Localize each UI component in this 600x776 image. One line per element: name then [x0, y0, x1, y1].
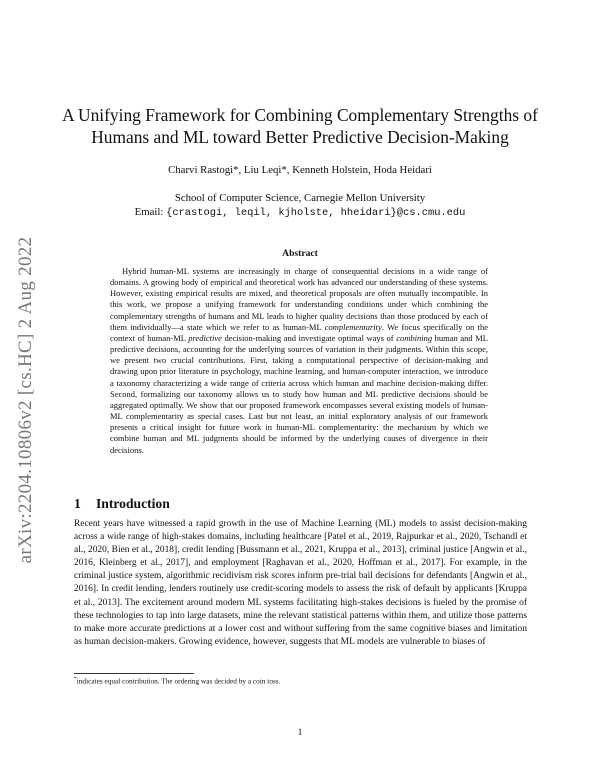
abstract-text-2: . We focus specifically on the context of human-ML: [110, 321, 488, 343]
abstract-emph-predictive: predictive: [188, 332, 222, 343]
title-line-2: Humans and ML toward Better Predictive Decision-Making: [91, 127, 509, 147]
affiliation: School of Computer Science, Carnegie Mellon University: [174, 192, 426, 204]
title-line-1: A Unifying Framework for Combining Complementary Strengths of: [62, 105, 538, 125]
author-list: Charvi Rastogi*, Liu Leqi*, Kenneth Holstein, Hoda Heidari: [168, 164, 432, 176]
email-address[interactable]: {crastogi, leqil, kjholste, hheidari}@cs.cmu.edu: [166, 207, 466, 219]
footnote: [74, 676, 527, 685]
footnote-mark: *: [74, 676, 77, 682]
arxiv-side-identifier: [6, 190, 46, 610]
abstract-emph-complementarity: complementarity: [324, 321, 382, 332]
email-label: Email:: [134, 206, 167, 218]
section-heading-introduction: [74, 496, 170, 512]
abstract-emph-combining: combining: [396, 332, 433, 343]
section-number: 1: [74, 496, 81, 511]
section-title: Introduction: [96, 496, 170, 511]
abstract-body: [110, 266, 488, 456]
abstract-heading: Abstract: [282, 248, 318, 259]
page-number: 1: [297, 727, 303, 738]
email-line: [60, 205, 540, 220]
introduction-paragraph: Recent years have witnessed a rapid growth in the use of Machine Learning (ML) models to assist decision-making across a wide range of high-stakes domains, including healthcare [Patel et al., 2019, Rajpurkar et al., 2020, Tschandl et al., 2020, Bien et al., 2018], credit lending [Bussmann et al., 2021, Kruppa et al., 2013], criminal justice [Angwin et al., 2016, Kleinberg et al., 2017], and employment [Raghavan et al., 2020, Hoffman et al., 2017]. For example, in the criminal justice system, algorithmic recidivism risk scores inform pre-trial bail decisions for defendants [Angwin et al., 2016]. In credit lending, lenders routinely use credit-scoring models to assess the risk of default by applicants [Kruppa et al., 2013]. The excitement around modern ML systems facilitating high-stakes decisions is fueled by the promise of these technologies to tap into large datasets, mine the relevant statistical patterns within them, and utilize those patterns to make more accurate predictions at a lower cost and without suffering from the same cognitive biases and limitation as human decision-makers. Growing evidence, however, suggests that ML models are vulnerable to biases of: [74, 519, 527, 647]
abstract-text-1: Hybrid human-ML systems are increasingly in charge of consequential decisions in a wide range of domains. A growing body of empirical and theoretical work has advanced our understanding of these systems. However, existing empirical results are mixed, and theoretical proposals are often mutually incompatible. In this work, we propose a unifying framework for understanding conditions under which combining the complementary strengths of humans and ML leads to higher quality decisions than those produced by each of them individually—a state which we refer to as human-ML: [110, 266, 488, 332]
footnote-rule: [74, 673, 194, 674]
affiliation-block: [60, 191, 540, 220]
abstract-text-4: human and ML predictive decisions, accounting for the underlying sources of variation in their judgments. Within this scope, we present two crucial contributions. First, taking a computational perspective of decision-making and drawing upon prior literature in psychology, machine learning, and human-computer interaction, we introduce a taxonomy characterizing a wide range of criteria across which human and machine decision-making differ. Second, formalizing our taxonomy allows us to study how human and ML predictive decisions should be aggregated optimally. We show that our proposed framework encompasses several existing models of human-ML complementarity as special cases. Last but not least, an initial exploratory analysis of our framework presents a critical insight for future work in human-ML complementarity: the mechanism by which we combine human and ML judgments should be informed by the underlying causes of divergence in their decisions.: [110, 332, 488, 455]
abstract-text-3: decision-making and investigate optimal ways of: [221, 332, 397, 343]
footnote-text: indicates equal contribution. The ordering was decided by a coin toss.: [76, 676, 281, 686]
paper-title: [60, 104, 540, 148]
arxiv-id-text: arXiv:2204.10806v2 [cs.HC] 2 Aug 2022: [15, 236, 36, 564]
